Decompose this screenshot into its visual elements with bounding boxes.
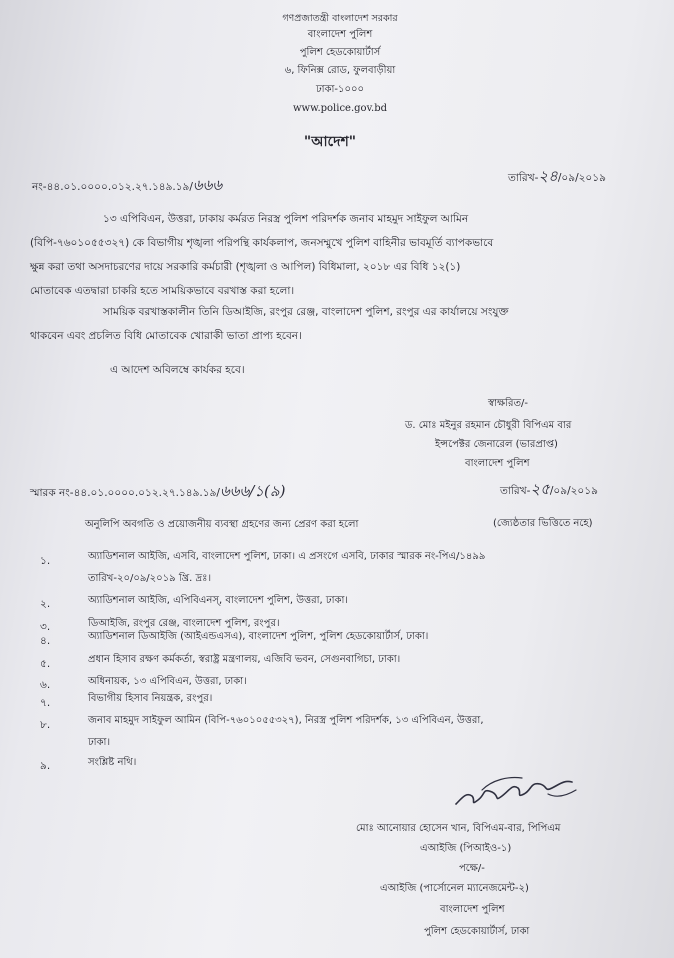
sig2-org: বাংলাদেশ পুলিশ (440, 904, 505, 915)
order-para2-line-2: থাকবেন এবং প্রচলিত বিধি মোতাবেক খোরাকী ভাতা প্রাপ্য হবেন। (30, 330, 302, 342)
sig2-for: পক্ষে/- (459, 863, 485, 874)
list-item-cont: তারিখ-২০/০৯/২০১৯ খ্রি. দ্রঃ। (88, 573, 212, 584)
sig2-designation2: এআইজি (পার্সোনেল ম্যানেজমেন্ট-২) (380, 883, 529, 894)
sig2-name: মোঃ আনোয়ার হোসেন খান, বিপিএম-বার, পিপিএম (356, 823, 561, 834)
list-item-num: ৪. (40, 635, 51, 647)
memo2-number-handwritten: ৬৬৬/১(৯) (219, 482, 286, 500)
header-department: বাংলাদেশ পুলিশ (307, 29, 373, 40)
list-item-num: ৭. (40, 697, 51, 709)
memo2-date (500, 482, 598, 498)
memo-number-printed: নং-৪৪.০১.০০০০.০১২.২৭.১৪৯.১৯/ (32, 181, 193, 193)
date-rest: /০৯/২০১৯ (557, 172, 606, 184)
memo2-date-rest: /০৯/২০১৯ (549, 485, 598, 497)
sig2-office: পুলিশ হেডকোয়ার্টার্স, ঢাকা (424, 926, 530, 937)
order-body-line-1: ১৩ এপিবিএন, উত্তরা, ঢাকায় কর্মরত নিরস্ত্র পুলিশ পরিদর্শক জনাব মাহমুদ সাইফুল আমিন (103, 213, 469, 225)
header-office: পুলিশ হেডকোয়ার্টার্স (299, 47, 381, 58)
memo2-number (30, 484, 285, 500)
list-item: অ্যাডিশনাল ডিআইজি (আইএন্ডএসএ), বাংলাদেশ পুলিশ, পুলিশ হেডকোয়ার্টার্স, ঢাকা। (88, 631, 429, 642)
sig1-org: বাংলাদেশ পুলিশ (465, 458, 530, 469)
list-item: অ্যাডিশনাল আইজি, এসবি, বাংলাদেশ পুলিশ, ঢাকা। এ প্রসংগে এসবি, ঢাকার স্মারক নং-পিএ/১৪৯৯ (88, 551, 486, 562)
list-item: প্রধান হিসাব রক্ষণ কর্মকর্তা, স্বরাষ্ট্র মন্ত্রণালয়, এজিবি ভবন, সেগুনবাগিচা, ঢাকা। (88, 654, 401, 665)
list-item: অ্যাডিশনাল আইজি, এপিবিএনস্, বাংলাদেশ পুলিশ, উত্তরা, ঢাকা। (88, 595, 348, 606)
order-body-line-4: মোতাবেক এতদ্বারা চাকরি হতে সাময়িকভাবে বরখাস্ত করা হলো। (30, 285, 295, 297)
list-item: ডিআইজি, রংপুর রেঞ্জ, বাংলাদেশ পুলিশ, রংপুর। (88, 618, 280, 629)
memo-number (32, 178, 222, 194)
handwritten-signature (452, 770, 582, 815)
list-item-num: ৬. (40, 679, 51, 691)
memo2-date-handwritten: ২৫ (530, 480, 550, 498)
list-item-num: ৯. (40, 760, 51, 772)
list-item-num: ২. (40, 598, 51, 610)
memo-number-handwritten: ৬৬৬ (192, 176, 223, 194)
list-item-num: ৮. (40, 719, 51, 731)
sig1-name: ড. মোঃ মইনুর রহমান চৌধুরী বিপিএম বার (405, 420, 572, 431)
date-label: তারিখ- (508, 172, 539, 184)
header-government: গণপ্রজাতন্ত্রী বাংলাদেশ সরকার (282, 13, 398, 24)
copy-text: অনুলিপি অবগতি ও প্রয়োজনীয় ব্যবস্থা গ্রহণের জন্য প্রেরণ করা হলো (85, 519, 359, 530)
header-website: www.police.gov.bd (292, 103, 388, 114)
list-item-num: ৫. (40, 658, 51, 670)
header-address: ৬, ফিনিক্স রোড, ফুলবাড়ীয়া (284, 65, 396, 76)
list-item: সংশ্লিষ্ট নথি। (88, 757, 137, 768)
list-item-num: ৩. (40, 621, 51, 633)
order-body-line-2: (বিপি-৭৬০১০৫৫৩২৭) কে বিভাগীয় শৃঙ্খলা পরিপন্থি কার্যকলাপ, জনসম্মুখে পুলিশ বাহিনীর ভাবমূর্তি ব্যাপকভাবে (30, 237, 494, 249)
order-body-line-3: ক্ষুন্ন করা তথা অসদাচরণের দায়ে সরকারি কর্মচারী (শৃঙ্খলা ও আপিল) বিধিমালা, ২০১৮ এর বিধি ১২(১) (30, 261, 461, 273)
date-handwritten: ২৪ (538, 167, 558, 185)
order-date (508, 169, 606, 185)
list-item-cont: ঢাকা। (88, 737, 111, 748)
memo2-number-printed: স্মারক নং-৪৪.০১.০০০০.০১২.২৭.১৪৯.১৯/ (30, 487, 220, 499)
list-item: অধিনায়ক, ১৩ এপিবিএন, উত্তরা, ঢাকা। (88, 676, 247, 687)
sig1-signed: স্বাক্ষরিত/- (488, 398, 528, 409)
order-para3: এ আদেশ অবিলম্বে কার্যকর হবে। (110, 364, 245, 376)
seniority-note: (জ্যেষ্ঠতার ভিত্তিতে নহে) (493, 518, 593, 529)
list-item-num: ১. (40, 555, 51, 567)
order-para2-line-1: সাময়িক বরখাস্তকালীন তিনি ডিআইজি, রংপুর রেঞ্জ, বাংলাদেশ পুলিশ, রংপুর এর কার্যালয়ে সংযুক্ত (103, 306, 509, 318)
order-title: "আদেশ" (303, 134, 357, 150)
sig2-designation: এআইজি (পিআইও-১) (420, 843, 512, 854)
memo2-date-label: তারিখ- (500, 485, 531, 497)
sig1-designation: ইন্সপেক্টর জেনারেল (ভারপ্রাপ্ত) (435, 439, 558, 450)
list-item: বিভাগীয় হিসাব নিয়ন্ত্রক, রংপুর। (88, 693, 213, 704)
header-city: ঢাকা-১০০০ (315, 84, 365, 95)
list-item: জনাব মাহমুদ সাইফুল আমিন (বিপি-৭৬০১০৫৫৩২৭), নিরস্ত্র পুলিশ পরিদর্শক, ১৩ এপিবিএন, উত্তরা, (88, 715, 484, 726)
